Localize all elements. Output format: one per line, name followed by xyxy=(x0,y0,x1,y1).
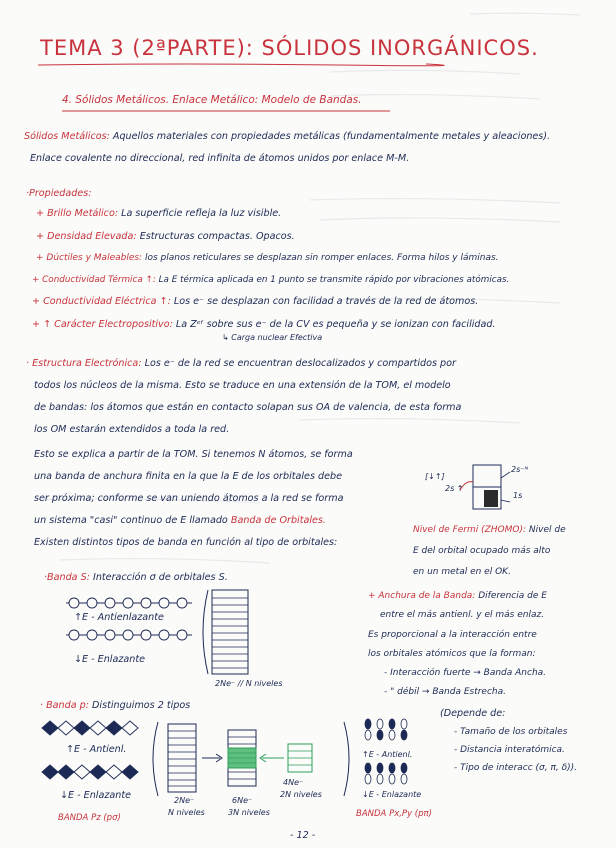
explanation-line: ser próxima; conforme se van uniendo átomos a la red se forma xyxy=(34,493,344,504)
band-p-antibonding-right: ↑E - Antienl. xyxy=(362,750,413,759)
property-label: + Brillo Metálico: xyxy=(36,208,119,219)
band-p-col1: 2Ne⁻ xyxy=(174,796,195,805)
electronic-structure-term: · Estructura Electrónica: xyxy=(26,358,142,369)
band-p-levels xyxy=(148,720,358,800)
fermi-line: en un metal en el OK. xyxy=(413,567,511,577)
explanation-line: una banda de anchura finita en la que la E de los orbitales debe xyxy=(34,471,342,482)
property-label: + Conductividad Eléctrica ↑: xyxy=(32,296,171,307)
explanation-line: Existen distintos tipos de banda en función al tipo de orbitales: xyxy=(34,537,338,548)
band-p-col2: 3N niveles xyxy=(228,808,270,817)
band-width-line: Es proporcional a la interacción entre xyxy=(368,630,537,640)
property-text: La superficie refleja la luz visible. xyxy=(121,208,282,219)
property-item xyxy=(36,231,295,243)
property-label: + Dúctiles y Maleables: xyxy=(36,253,143,263)
explanation-text: un sistema "casi" continuo de E llamado xyxy=(34,515,228,526)
energy-label: 2s ↑ xyxy=(445,484,464,493)
property-item xyxy=(32,296,478,308)
intro-line-1 xyxy=(24,131,550,143)
band-pz-label: BANDA Pz (pσ) xyxy=(58,813,121,823)
property-item xyxy=(32,274,509,286)
intro-text-1: Aquellos materiales con propiedades metálicas (fundamentalmente metales y aleaciones). xyxy=(112,131,551,142)
band-p-col1: N niveles xyxy=(168,808,205,817)
band-s-antibonding: ↑E - Antienlazante xyxy=(74,612,164,623)
fermi-term: Nivel de Fermi (ZHOMO): xyxy=(413,525,527,535)
band-s-text: Interacción σ de orbitales S. xyxy=(93,572,228,583)
energy-label: 1s xyxy=(513,491,523,500)
band-width-line: - Interacción fuerte → Banda Ancha. xyxy=(384,668,547,678)
property-text: La Zᵉᶠ sobre sus e⁻ de la CV es pequeña y se ionizan con facilidad. xyxy=(175,319,496,330)
band-of-orbitals-term: Banda de Orbitales. xyxy=(230,515,326,526)
band-s-level-count: 2Ne⁻ // N niveles xyxy=(215,679,283,688)
intro-term: Sólidos Metálicos: xyxy=(24,131,110,142)
property-label: + ↑ Carácter Electropositivo: xyxy=(32,319,173,330)
band-p-col3: 4Ne⁻ xyxy=(283,778,304,787)
property-label: + Conductividad Térmica ↑: xyxy=(32,275,156,285)
band-width-line: los orbitales atómicos que la forman: xyxy=(368,649,536,659)
electronic-structure-line: todos los núcleos de la misma. Esto se traduce en una extensión de la TOM, el modelo xyxy=(34,380,451,391)
electronic-structure-line xyxy=(26,358,456,370)
band-width-text: Diferencia de E xyxy=(478,591,547,601)
electronic-structure-line: los OM estarán extendidos a toda la red. xyxy=(34,424,230,435)
band-p-text: Distinguimos 2 tipos xyxy=(92,700,191,711)
property-text: Los e⁻ se desplazan con facilidad a través de la red de átomos. xyxy=(173,296,479,307)
band-s-bonding: ↓E - Enlazante xyxy=(74,654,146,665)
fermi-line: E del orbital ocupado más alto xyxy=(413,546,551,556)
property-text: Estructuras compactas. Opacos. xyxy=(139,231,295,242)
intro-line-2: Enlace covalente no direccional, red infinita de átomos unidos por enlace M-M. xyxy=(30,153,410,164)
band-s-label: ·Banda S: xyxy=(44,572,90,583)
property-item xyxy=(36,208,281,220)
page-title: TEMA 3 (2ªPARTE): SÓLIDOS INORGÁNICOS. xyxy=(40,36,539,60)
fermi-text: Nivel de xyxy=(528,525,566,535)
electronic-structure-line: de bandas: los átomos que están en contacto solapan sus OA de valencia, de esta forma xyxy=(34,402,462,413)
band-p-antibonding: ↑E - Antienl. xyxy=(66,744,127,755)
explanation-line xyxy=(34,515,326,527)
page-number: - 12 - xyxy=(290,830,316,841)
band-pxpy-label: BANDA Px,Py (pπ) xyxy=(356,809,432,819)
property-text: La E térmica aplicada en 1 punto se transmite rápido por vibraciones atómicas. xyxy=(158,275,510,285)
band-s-line xyxy=(44,572,228,584)
title-underline xyxy=(38,62,428,68)
depends-item: - Distancia interatómica. xyxy=(454,745,565,755)
section-heading: 4. Sólidos Metálicos. Enlace Metálico: Modelo de Bandas. xyxy=(62,94,362,106)
properties-heading: ·Propiedades: xyxy=(26,188,92,199)
property-item xyxy=(36,252,499,264)
property-text: los planos reticulares se desplazan sin romper enlaces. Forma hilos y láminas. xyxy=(144,253,499,263)
depends-item: - Tamaño de los orbitales xyxy=(454,727,568,737)
band-p-col2: 6Ne⁻ xyxy=(232,796,253,805)
energy-label: 2s⁻ᴺ xyxy=(511,465,529,474)
band-width-term: + Anchura de la Banda: xyxy=(368,591,476,601)
band-p-line xyxy=(40,700,190,712)
band-p-bonding: ↓E - Enlazante xyxy=(60,790,132,801)
explanation-line: Esto se explica a partir de la TOM. Si tenemos N átomos, se forma xyxy=(34,449,353,460)
depends-heading: (Depende de: xyxy=(440,708,506,719)
band-width-line xyxy=(368,590,547,602)
energy-label: [↓↑] xyxy=(425,472,445,481)
section-underline xyxy=(62,109,392,113)
band-p-col3: 2N niveles xyxy=(280,790,322,799)
fermi-line xyxy=(413,524,566,536)
band-p-bonding-right: ↓E - Enlazante xyxy=(362,790,422,799)
depends-item: - Tipo de interacc (σ, π, δ)). xyxy=(454,763,578,773)
property-label: + Densidad Elevada: xyxy=(36,231,137,242)
band-width-line: - " débil → Banda Estrecha. xyxy=(384,687,506,697)
electronic-structure-text: Los e⁻ de la red se encuentran deslocalizados y compartidos por xyxy=(144,358,456,369)
band-p-label: · Banda p: xyxy=(40,700,89,711)
property-item xyxy=(32,319,496,331)
zef-note: ↳ Carga nuclear Efectiva xyxy=(222,333,323,342)
band-width-line: entre el más antienl. y el más enlaz. xyxy=(380,610,545,620)
band-s-levels xyxy=(196,588,256,678)
